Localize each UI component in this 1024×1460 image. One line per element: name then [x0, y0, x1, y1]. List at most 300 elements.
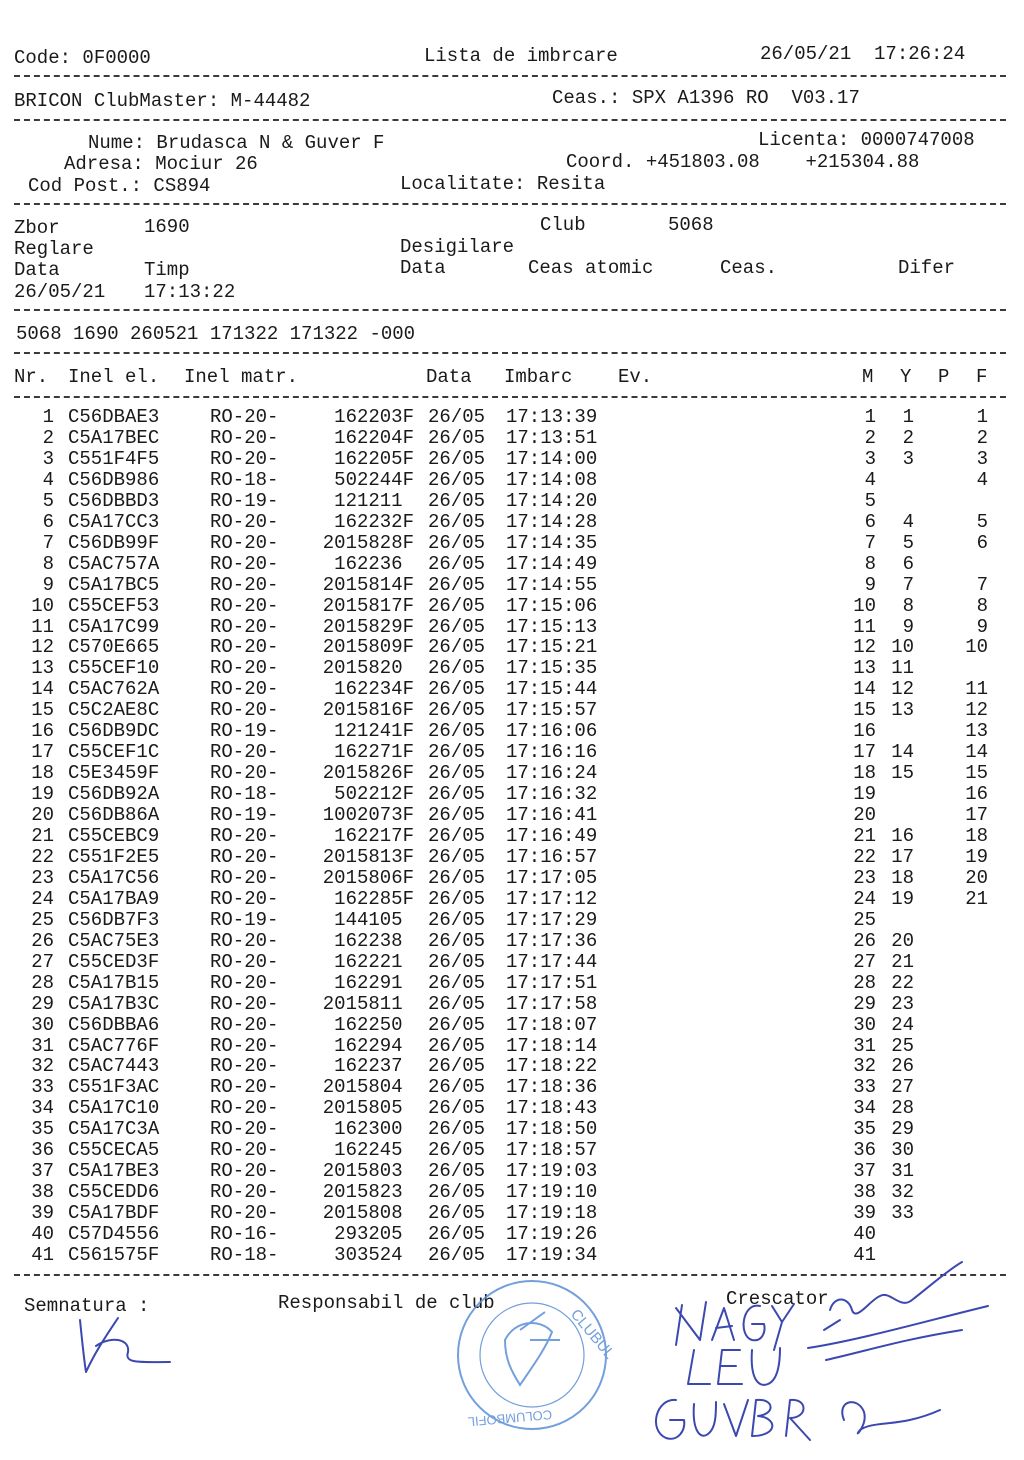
rank-y: 26 [891, 1055, 914, 1078]
rank-y: 10 [891, 636, 914, 659]
ring-prefix: RO-20- [210, 1055, 279, 1078]
ring-prefix: RO-20- [210, 845, 279, 868]
electronic-ring: C56DB92A [68, 783, 160, 806]
basket-date: 26/05 [428, 1160, 486, 1183]
ring-prefix: RO-20- [210, 866, 279, 889]
rank-m: 8 [864, 552, 876, 575]
rank-y: 29 [891, 1118, 914, 1141]
ring-prefix: RO-20- [210, 950, 279, 973]
row-number: 3 [42, 447, 54, 470]
set-label: Reglare [14, 238, 94, 260]
rank-y: 20 [891, 929, 914, 952]
row-number: 19 [31, 783, 54, 806]
basket-date: 26/05 [428, 887, 486, 910]
basket-time: 17:17:44 [506, 950, 598, 973]
ring-prefix: RO-20- [210, 929, 279, 952]
rank-f: 15 [965, 762, 988, 785]
electronic-ring: C5AC757A [68, 552, 160, 575]
rank-m: 11 [853, 615, 876, 638]
rank-f: 8 [976, 594, 988, 617]
basket-date: 26/05 [428, 762, 486, 785]
basket-date: 26/05 [428, 804, 486, 827]
rank-m: 5 [864, 489, 876, 512]
row-number: 1 [42, 406, 54, 428]
row-number: 31 [31, 1034, 54, 1057]
basket-time: 17:19:26 [506, 1223, 598, 1246]
row-number: 35 [31, 1118, 54, 1141]
basket-time: 17:16:49 [506, 825, 598, 847]
rank-m: 10 [853, 594, 876, 617]
ring-prefix: RO-20- [210, 594, 279, 617]
rank-f: 16 [965, 783, 988, 806]
ring-prefix: RO-20- [210, 426, 279, 449]
basket-date: 26/05 [428, 657, 486, 680]
basket-time: 17:16:06 [506, 720, 598, 743]
row-number: 32 [31, 1055, 54, 1078]
rank-y: 16 [891, 825, 914, 847]
basket-date: 26/05 [428, 594, 486, 617]
row-number: 38 [31, 1181, 54, 1204]
basket-time: 17:14:28 [506, 510, 598, 533]
row-number: 4 [42, 468, 54, 491]
ring-prefix: RO-20- [210, 510, 279, 533]
row-number: 24 [31, 887, 54, 910]
basket-date: 26/05 [428, 783, 486, 806]
basket-date: 26/05 [428, 406, 486, 428]
ring-number: 162250 [334, 1013, 414, 1036]
ring-prefix: RO-18- [210, 783, 279, 806]
basket-date: 26/05 [428, 426, 486, 449]
ring-prefix: RO-18- [210, 468, 279, 491]
electronic-ring: C55CEDD6 [68, 1181, 160, 1204]
basket-date: 26/05 [428, 845, 486, 868]
ring-prefix: RO-20- [210, 1034, 279, 1057]
ring-number: 2015804 [322, 1076, 414, 1099]
basket-date: 26/05 [428, 1223, 486, 1246]
electronic-ring: C55CEF10 [68, 657, 160, 680]
club-number: 5068 [668, 214, 714, 236]
ring-prefix: RO-19- [210, 489, 279, 512]
ring-number: 144105 [334, 908, 414, 931]
row-number: 5 [42, 489, 54, 512]
rank-m: 3 [864, 447, 876, 470]
electronic-ring: C5AC7443 [68, 1055, 160, 1078]
ring-number: 162221 [334, 950, 414, 973]
ring-prefix: RO-20- [210, 1097, 279, 1120]
ring-number: 162300 [334, 1118, 414, 1141]
basket-time: 17:15:57 [506, 699, 598, 722]
basket-date: 26/05 [428, 950, 486, 973]
unseal-label: Desigilare [400, 236, 515, 258]
ring-prefix: RO-20- [210, 1181, 279, 1204]
rank-f: 18 [965, 825, 988, 847]
ring-prefix: RO-20- [210, 531, 279, 554]
basket-time: 17:13:39 [506, 406, 598, 428]
basket-date: 26/05 [428, 1097, 486, 1120]
rank-y: 28 [891, 1097, 914, 1120]
basket-date: 26/05 [428, 489, 486, 512]
rank-m: 31 [853, 1034, 876, 1057]
rank-y: 5 [902, 531, 914, 554]
rank-y: 25 [891, 1034, 914, 1057]
svg-text:CLUBUL: CLUBUL [566, 1306, 618, 1363]
rank-y: 13 [891, 699, 914, 722]
basket-time: 17:18:57 [506, 1139, 598, 1162]
rank-y: 17 [891, 845, 914, 868]
basket-date: 26/05 [428, 573, 486, 596]
ring-number: 162271F [334, 741, 414, 764]
ring-number: 162204F [334, 426, 414, 449]
rank-m: 37 [853, 1160, 876, 1183]
rank-f: 14 [965, 741, 988, 764]
ring-number: 2015813F [322, 845, 414, 868]
basket-time: 17:16:57 [506, 845, 598, 868]
rank-m: 27 [853, 950, 876, 973]
basket-time: 17:18:14 [506, 1034, 598, 1057]
rank-f: 21 [965, 887, 988, 910]
rank-y: 7 [902, 573, 914, 596]
basket-date: 26/05 [428, 741, 486, 764]
rank-m: 24 [853, 887, 876, 910]
electronic-ring: C56DBBA6 [68, 1013, 160, 1036]
basket-time: 17:16:41 [506, 804, 598, 827]
rank-y: 12 [891, 678, 914, 701]
rank-m: 32 [853, 1055, 876, 1078]
electronic-ring: C5AC762A [68, 678, 160, 701]
rank-m: 9 [864, 573, 876, 596]
rank-y: 33 [891, 1202, 914, 1225]
breeder-label: Crescator [726, 1288, 829, 1310]
basket-time: 17:19:18 [506, 1202, 598, 1225]
rank-m: 38 [853, 1181, 876, 1204]
postal-code: Cod Post.: CS894 [28, 175, 211, 197]
electronic-ring: C561575F [68, 1244, 160, 1266]
basket-time: 17:17:29 [506, 908, 598, 931]
club-stamp [458, 1281, 618, 1429]
rank-m: 21 [853, 825, 876, 847]
rank-y: 19 [891, 887, 914, 910]
svg-text:COLUMBOFIL: COLUMBOFIL [467, 1407, 553, 1430]
row-number: 16 [31, 720, 54, 743]
ring-number: 2015809F [322, 636, 414, 659]
ring-number: 2015823 [322, 1181, 414, 1204]
rank-m: 26 [853, 929, 876, 952]
basket-date: 26/05 [428, 1076, 486, 1099]
atomic-clock-label: Ceas atomic [528, 257, 654, 279]
ring-number: 162217F [334, 825, 414, 847]
row-number: 21 [31, 825, 54, 847]
basket-date: 26/05 [428, 992, 486, 1015]
ring-prefix: RO-20- [210, 447, 279, 470]
basket-time: 17:15:06 [506, 594, 598, 617]
rank-y: 22 [891, 971, 914, 994]
ring-prefix: RO-20- [210, 615, 279, 638]
ring-number: 162237 [334, 1055, 414, 1078]
rank-f: 1 [976, 406, 988, 428]
rank-m: 13 [853, 657, 876, 680]
col-ring-number: Inel matr. [184, 366, 299, 388]
rank-y: 14 [891, 741, 914, 764]
row-number: 14 [31, 678, 54, 701]
electronic-ring: C56DB7F3 [68, 908, 160, 931]
basket-date: 26/05 [428, 720, 486, 743]
electronic-ring: C551F3AC [68, 1076, 160, 1099]
print-datetime: 26/05/21 17:26:24 [760, 43, 966, 65]
club-master-id: BRICON ClubMaster: M-44482 [14, 90, 311, 112]
rank-y: 11 [891, 657, 914, 680]
rank-m: 36 [853, 1139, 876, 1162]
ring-number: 2015820 [322, 657, 414, 680]
row-number: 15 [31, 699, 54, 722]
ring-prefix: RO-20- [210, 1202, 279, 1225]
basket-time: 17:15:44 [506, 678, 598, 701]
rank-f: 12 [965, 699, 988, 722]
document-title: Lista de imbrcare [424, 45, 618, 67]
col-f: F [976, 366, 988, 388]
rank-f: 9 [976, 615, 988, 638]
row-number: 8 [42, 552, 54, 575]
basket-date: 26/05 [428, 468, 486, 491]
basket-date: 26/05 [428, 552, 486, 575]
document-code: Code: 0F0000 [14, 47, 151, 69]
ring-number: 2015826F [322, 762, 414, 785]
electronic-ring: C55CEF53 [68, 594, 160, 617]
basket-date: 26/05 [428, 1034, 486, 1057]
electronic-ring: C5A17BE3 [68, 1160, 160, 1183]
rank-m: 25 [853, 908, 876, 931]
basket-time: 17:16:32 [506, 783, 598, 806]
electronic-ring: C5A17CC3 [68, 510, 160, 533]
rank-y: 6 [902, 552, 914, 575]
ring-prefix: RO-20- [210, 552, 279, 575]
rank-y: 21 [891, 950, 914, 973]
col-y: Y [900, 366, 912, 388]
row-number: 27 [31, 950, 54, 973]
rank-m: 19 [853, 783, 876, 806]
rank-y: 2 [902, 426, 914, 449]
ring-number: 162285F [334, 887, 414, 910]
electronic-ring: C55CEF1C [68, 741, 160, 764]
ring-number: 162294 [334, 1034, 414, 1057]
basket-time: 17:16:16 [506, 741, 598, 764]
basket-date: 26/05 [428, 531, 486, 554]
ring-prefix: RO-20- [210, 406, 279, 428]
ring-number: 162238 [334, 929, 414, 952]
rank-f: 13 [965, 720, 988, 743]
set-date-label: Data [14, 259, 60, 281]
basket-time: 17:14:49 [506, 552, 598, 575]
rank-m: 14 [853, 678, 876, 701]
ring-prefix: RO-20- [210, 1118, 279, 1141]
rank-y: 1 [902, 406, 914, 428]
basket-time: 17:17:51 [506, 971, 598, 994]
difference-label: Difer [898, 257, 956, 279]
ring-number: 162232F [334, 510, 414, 533]
basket-time: 17:13:51 [506, 426, 598, 449]
set-date: 26/05/21 [14, 281, 106, 303]
basket-date: 26/05 [428, 447, 486, 470]
electronic-ring: C5A17BA9 [68, 887, 160, 910]
ring-prefix: RO-20- [210, 971, 279, 994]
ring-prefix: RO-20- [210, 1139, 279, 1162]
ring-number: 502212F [334, 783, 414, 806]
basket-date: 26/05 [428, 929, 486, 952]
clock-label: Ceas. [720, 257, 778, 279]
basket-time: 17:15:21 [506, 636, 598, 659]
col-m: M [862, 366, 874, 388]
row-number: 39 [31, 1202, 54, 1225]
basket-date: 26/05 [428, 510, 486, 533]
row-number: 12 [31, 636, 54, 659]
ring-number: 2015803 [322, 1160, 414, 1183]
electronic-ring: C5C2AE8C [68, 699, 160, 722]
electronic-ring: C5A17C10 [68, 1097, 160, 1120]
owner-address: Adresa: Mociur 26 [64, 153, 258, 175]
electronic-ring: C55CECA5 [68, 1139, 160, 1162]
rank-f: 5 [976, 510, 988, 533]
ring-number: 162203F [334, 406, 414, 428]
rank-m: 16 [853, 720, 876, 743]
rank-m: 4 [864, 468, 876, 491]
signature-label: Semnatura : [24, 1295, 150, 1317]
electronic-ring: C55CED3F [68, 950, 160, 973]
ring-number: 1002073F [322, 804, 414, 827]
rank-m: 2 [864, 426, 876, 449]
basket-date: 26/05 [428, 1118, 486, 1141]
ring-prefix: RO-20- [210, 1076, 279, 1099]
electronic-ring: C551F2E5 [68, 845, 160, 868]
electronic-ring: C56DB986 [68, 468, 160, 491]
rank-y: 27 [891, 1076, 914, 1099]
basket-time: 17:19:34 [506, 1244, 598, 1266]
ring-number: 2015817F [322, 594, 414, 617]
basket-time: 17:18:50 [506, 1118, 598, 1141]
rank-m: 29 [853, 992, 876, 1015]
ring-number: 303524 [334, 1244, 414, 1266]
basket-date: 26/05 [428, 1013, 486, 1036]
ring-number: 2015829F [322, 615, 414, 638]
row-number: 36 [31, 1139, 54, 1162]
rank-m: 18 [853, 762, 876, 785]
col-electronic-ring: Inel el. [68, 366, 160, 388]
electronic-ring: C56DBBD3 [68, 489, 160, 512]
row-number: 7 [42, 531, 54, 554]
basket-date: 26/05 [428, 678, 486, 701]
rank-m: 17 [853, 741, 876, 764]
ring-number: 2015811 [322, 992, 414, 1015]
ring-number: 2015814F [322, 573, 414, 596]
rank-f: 2 [976, 426, 988, 449]
basket-time: 17:14:20 [506, 489, 598, 512]
rank-y: 30 [891, 1139, 914, 1162]
basket-time: 17:18:22 [506, 1055, 598, 1078]
rank-m: 40 [853, 1223, 876, 1246]
rank-f: 11 [965, 678, 988, 701]
ring-number: 162234F [334, 678, 414, 701]
rank-f: 20 [965, 866, 988, 889]
col-date: Data [426, 366, 472, 388]
ring-prefix: RO-20- [210, 887, 279, 910]
electronic-ring: C56DB99F [68, 531, 160, 554]
row-number: 29 [31, 992, 54, 1015]
electronic-ring: C5A17C3A [68, 1118, 160, 1141]
basket-time: 17:15:35 [506, 657, 598, 680]
ring-number: 121211 [334, 489, 414, 512]
electronic-ring: C55CEBC9 [68, 825, 160, 847]
rank-y: 15 [891, 762, 914, 785]
basket-date: 26/05 [428, 1202, 486, 1225]
set-time-label: Timp [144, 259, 190, 281]
basket-time: 17:17:05 [506, 866, 598, 889]
row-number: 17 [31, 741, 54, 764]
rank-m: 23 [853, 866, 876, 889]
rank-m: 41 [853, 1244, 876, 1266]
electronic-ring: C56DB9DC [68, 720, 160, 743]
ring-prefix: RO-20- [210, 678, 279, 701]
basket-time: 17:14:08 [506, 468, 598, 491]
basket-date: 26/05 [428, 1244, 486, 1266]
col-nr: Nr. [14, 366, 49, 388]
electronic-ring: C5AC776F [68, 1034, 160, 1057]
electronic-ring: C5A17C99 [68, 615, 160, 638]
rank-f: 3 [976, 447, 988, 470]
ring-prefix: RO-20- [210, 825, 279, 847]
basket-date: 26/05 [428, 908, 486, 931]
rank-f: 7 [976, 573, 988, 596]
rank-y: 23 [891, 992, 914, 1015]
electronic-ring: C5A17BEC [68, 426, 160, 449]
row-number: 34 [31, 1097, 54, 1120]
row-number: 25 [31, 908, 54, 931]
basket-time: 17:17:36 [506, 929, 598, 952]
ring-prefix: RO-20- [210, 636, 279, 659]
electronic-ring: C5E3459F [68, 762, 160, 785]
owner-name: Nume: Brudasca N & Guver F [88, 132, 385, 154]
basket-time: 17:14:55 [506, 573, 598, 596]
ring-prefix: RO-20- [210, 1013, 279, 1036]
rank-y: 24 [891, 1013, 914, 1036]
row-number: 40 [31, 1223, 54, 1246]
ring-number: 293205 [334, 1223, 414, 1246]
basket-date: 26/05 [428, 971, 486, 994]
row-number: 26 [31, 929, 54, 952]
rank-m: 7 [864, 531, 876, 554]
row-number: 23 [31, 866, 54, 889]
basket-time: 17:16:24 [506, 762, 598, 785]
electronic-ring: C5A17B3C [68, 992, 160, 1015]
electronic-ring: C57D4556 [68, 1223, 160, 1246]
row-number: 37 [31, 1160, 54, 1183]
ring-number: 162291 [334, 971, 414, 994]
col-event: Ev. [618, 366, 653, 388]
electronic-ring: C5A17BC5 [68, 573, 160, 596]
col-basketing-time: Imbarc [504, 366, 573, 388]
flight-summary: 5068 1690 260521 171322 171322 -000 [16, 323, 416, 345]
electronic-ring: C5AC75E3 [68, 929, 160, 952]
basket-date: 26/05 [428, 1055, 486, 1078]
licence-number: Licenta: 0000747008 [758, 129, 975, 151]
rank-m: 20 [853, 804, 876, 827]
ring-number: 2015808 [322, 1202, 414, 1225]
rank-m: 34 [853, 1097, 876, 1120]
basket-time: 17:15:13 [506, 615, 598, 638]
row-number: 41 [31, 1244, 54, 1266]
rank-f: 19 [965, 845, 988, 868]
ring-prefix: RO-20- [210, 992, 279, 1015]
rank-m: 22 [853, 845, 876, 868]
row-number: 6 [42, 510, 54, 533]
basket-date: 26/05 [428, 866, 486, 889]
